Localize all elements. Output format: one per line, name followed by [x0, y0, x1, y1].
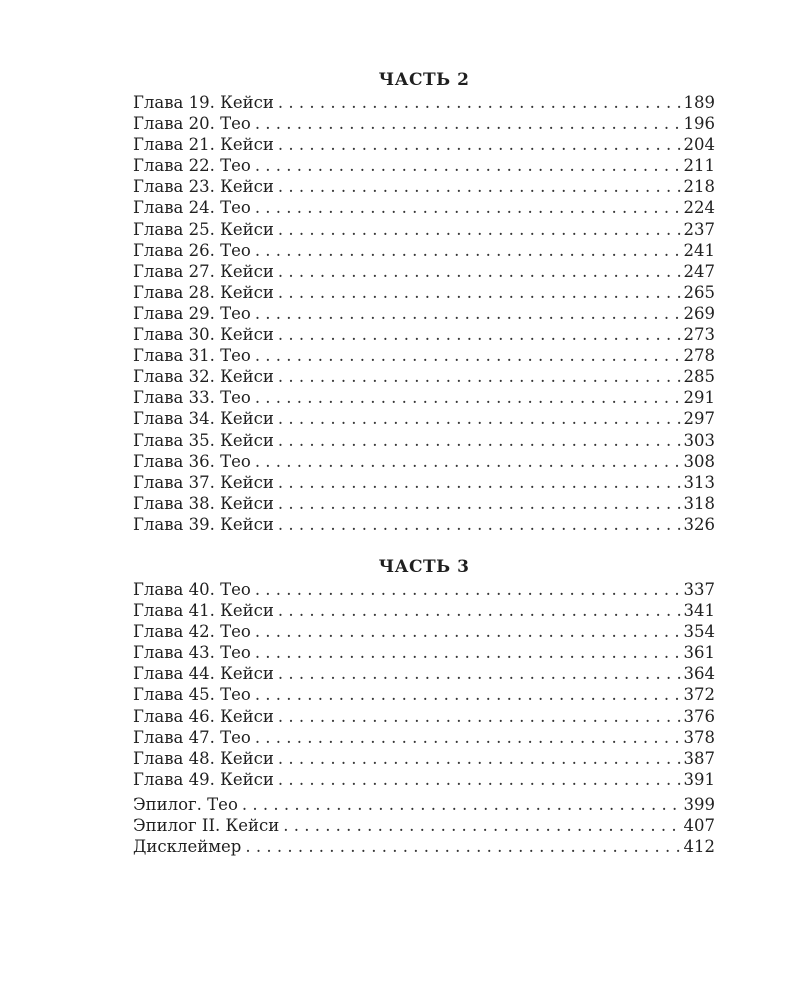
- toc-entry: [133, 621, 715, 642]
- toc-entry-title: Глава 46. Кейси: [133, 706, 274, 726]
- dot-leader: [283, 815, 680, 836]
- toc-entry: [133, 282, 715, 303]
- toc-entry-title: Глава 35. Кейси: [133, 430, 274, 450]
- toc-entry: [133, 155, 715, 176]
- dot-leader: [278, 514, 681, 535]
- dot-leader: [255, 303, 681, 324]
- toc-entry-title: Глава 47. Тео: [133, 727, 251, 747]
- dot-leader: [278, 261, 681, 282]
- dot-leader: [278, 324, 681, 345]
- dot-leader: [278, 176, 681, 197]
- toc-entry-title: Глава 26. Тео: [133, 240, 251, 260]
- dot-leader: [255, 113, 681, 134]
- dot-leader: [278, 134, 681, 155]
- toc-entry: [133, 493, 715, 514]
- dot-leader: [255, 621, 681, 642]
- toc-entry-page-number: 297: [683, 409, 715, 429]
- toc-entry: [133, 579, 715, 600]
- toc-entry-title: Глава 37. Кейси: [133, 472, 274, 492]
- dot-leader: [255, 727, 681, 748]
- toc-entry: [133, 240, 715, 261]
- toc-entry-page-number: 308: [683, 451, 715, 471]
- toc-entry: [133, 387, 715, 408]
- toc-entry: [133, 430, 715, 451]
- toc-entry-page-number: 218: [683, 177, 715, 197]
- dot-leader: [278, 282, 681, 303]
- toc-entry-page-number: 378: [683, 727, 715, 747]
- toc-entry-page-number: 376: [683, 706, 715, 726]
- dot-leader: [255, 197, 681, 218]
- dot-leader: [278, 769, 681, 790]
- toc-entry-title: Эпилог. Тео: [133, 794, 238, 814]
- toc-entry-page-number: 211: [683, 156, 715, 176]
- toc-entry: [133, 345, 715, 366]
- dot-leader: [245, 836, 680, 857]
- toc-entry-title: Глава 29. Тео: [133, 303, 251, 323]
- toc-entry: [133, 176, 715, 197]
- toc-entry-title: Глава 43. Тео: [133, 643, 251, 663]
- part-3-entry-list: [133, 579, 715, 790]
- toc-entry: [133, 706, 715, 727]
- dot-leader: [255, 155, 681, 176]
- toc-entry-page-number: 318: [683, 493, 715, 513]
- toc-entry-title: Глава 23. Кейси: [133, 177, 274, 197]
- toc-entry: [133, 600, 715, 621]
- toc-entry-title: Глава 41. Кейси: [133, 601, 274, 621]
- dot-leader: [278, 493, 681, 514]
- toc-entry-page-number: 326: [683, 514, 715, 534]
- toc-entry-title: Глава 48. Кейси: [133, 748, 274, 768]
- toc-entry-page-number: 224: [683, 198, 715, 218]
- toc-entry-title: Глава 31. Тео: [133, 346, 251, 366]
- toc-entry-title: Дисклеймер: [133, 837, 242, 857]
- toc-entry-page-number: 265: [683, 282, 715, 302]
- toc-entry: [133, 769, 715, 790]
- toc-entry-title: Глава 27. Кейси: [133, 261, 274, 281]
- toc-entry-title: Глава 44. Кейси: [133, 664, 274, 684]
- toc-entry-page-number: 361: [683, 643, 715, 663]
- dot-leader: [255, 579, 681, 600]
- dot-leader: [278, 663, 681, 684]
- toc-entry-title: Глава 40. Тео: [133, 579, 251, 599]
- toc-entry: [133, 472, 715, 493]
- toc-entry-title: Глава 24. Тео: [133, 198, 251, 218]
- toc-entry-page-number: 391: [683, 769, 715, 789]
- toc-entry-page-number: 337: [683, 579, 715, 599]
- toc-entry: [133, 727, 715, 748]
- dot-leader: [278, 366, 681, 387]
- dot-leader: [278, 600, 681, 621]
- dot-leader: [278, 748, 681, 769]
- toc-entry: [133, 366, 715, 387]
- dot-leader: [255, 240, 681, 261]
- toc-entry: [133, 642, 715, 663]
- dot-leader: [255, 345, 681, 366]
- toc-entry-page-number: 399: [683, 794, 715, 814]
- part-2-entry-list: [133, 92, 715, 535]
- part-2-heading: ЧАСТЬ 2: [378, 70, 470, 90]
- toc-entry-title: Глава 42. Тео: [133, 622, 251, 642]
- toc-entry-title: Глава 36. Тео: [133, 451, 251, 471]
- toc-entry-title: Глава 22. Тео: [133, 156, 251, 176]
- toc-entry: [133, 197, 715, 218]
- dot-leader: [278, 430, 681, 451]
- toc-entry: [133, 836, 715, 857]
- toc-entry-title: Эпилог II. Кейси: [133, 816, 280, 835]
- toc-entry-title: Глава 38. Кейси: [133, 493, 274, 513]
- toc-entry: [133, 794, 715, 815]
- toc-entry-title: Глава 25. Кейси: [133, 219, 274, 239]
- toc-entry-title: Глава 21. Кейси: [133, 135, 274, 155]
- toc-entry-page-number: 303: [683, 430, 715, 450]
- toc-entry-page-number: 204: [683, 135, 715, 155]
- dot-leader: [278, 219, 681, 240]
- toc-entry-page-number: 247: [683, 261, 715, 281]
- toc-entry-page-number: 196: [683, 114, 715, 134]
- dot-leader: [278, 472, 681, 493]
- toc-entry: [133, 451, 715, 472]
- toc-entry-title: Глава 30. Кейси: [133, 325, 274, 345]
- toc-entry-title: Глава 39. Кейси: [133, 514, 274, 534]
- toc-entry: [133, 92, 715, 113]
- toc-entry-page-number: 278: [683, 346, 715, 366]
- toc-entry-page-number: 313: [683, 472, 715, 492]
- toc-entry-page-number: 273: [683, 325, 715, 345]
- table-of-contents: [133, 68, 715, 857]
- toc-entry-title: Глава 33. Тео: [133, 388, 251, 408]
- toc-entry-title: Глава 32. Кейси: [133, 367, 274, 387]
- dot-leader: [255, 451, 681, 472]
- toc-entry: [133, 113, 715, 134]
- toc-entry-title: Глава 28. Кейси: [133, 282, 274, 302]
- dot-leader: [255, 684, 681, 705]
- toc-entry-page-number: 285: [683, 367, 715, 387]
- toc-entry-page-number: 407: [683, 816, 715, 835]
- toc-entry: [133, 134, 715, 155]
- toc-entry-page-number: 341: [683, 601, 715, 621]
- toc-entry-page-number: 241: [683, 240, 715, 260]
- toc-entry: [133, 748, 715, 769]
- toc-entry-title: Глава 20. Тео: [133, 114, 251, 134]
- toc-entry-page-number: 387: [683, 748, 715, 768]
- toc-entry: [133, 514, 715, 535]
- dot-leader: [278, 408, 681, 429]
- toc-entry-title: Глава 19. Кейси: [133, 93, 274, 112]
- toc-entry-page-number: 291: [683, 388, 715, 408]
- toc-entry: [133, 303, 715, 324]
- dot-leader: [255, 642, 681, 663]
- toc-entry-title: Глава 49. Кейси: [133, 769, 274, 789]
- toc-entry: [133, 324, 715, 345]
- toc-entry: [133, 815, 715, 836]
- toc-entry: [133, 663, 715, 684]
- toc-entry: [133, 261, 715, 282]
- toc-entry: [133, 219, 715, 240]
- toc-entry-page-number: 237: [683, 219, 715, 239]
- toc-entry-title: Глава 45. Тео: [133, 685, 251, 705]
- section-spacer: [133, 535, 715, 555]
- toc-entry-title: Глава 34. Кейси: [133, 409, 274, 429]
- back-matter-entry-list: [133, 794, 715, 857]
- dot-leader: [278, 92, 681, 113]
- dot-leader: [278, 706, 681, 727]
- dot-leader: [242, 794, 681, 815]
- dot-leader: [255, 387, 681, 408]
- toc-entry-page-number: 372: [683, 685, 715, 705]
- toc-entry: [133, 684, 715, 705]
- toc-entry-page-number: 412: [683, 837, 715, 857]
- toc-entry-page-number: 354: [683, 622, 715, 642]
- toc-entry-page-number: 269: [683, 303, 715, 323]
- part-3-heading: ЧАСТЬ 3: [378, 556, 470, 577]
- toc-entry: [133, 408, 715, 429]
- toc-entry-page-number: 189: [683, 93, 715, 112]
- toc-entry-page-number: 364: [683, 664, 715, 684]
